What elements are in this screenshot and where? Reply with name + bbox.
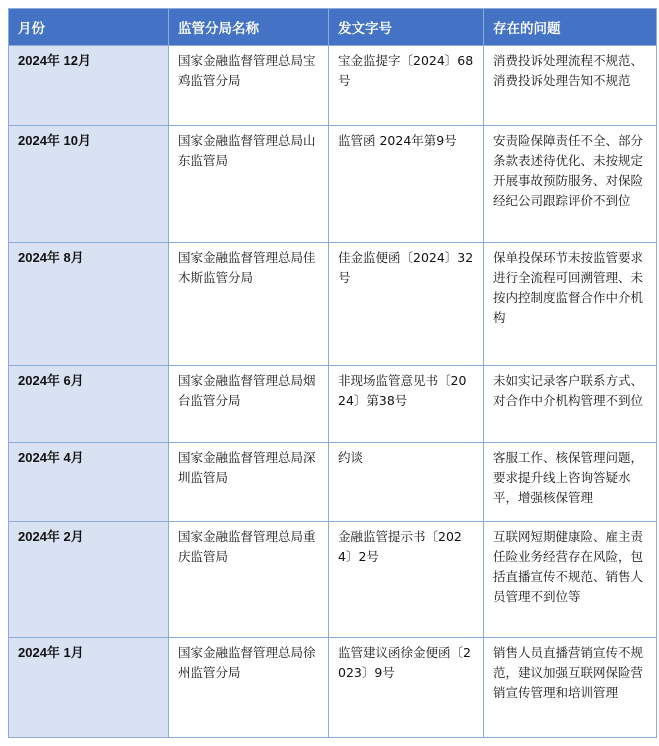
doc-no-cell: 宝金监提字〔2024〕68号 xyxy=(329,46,484,126)
month-cell: 2024年 8月 xyxy=(9,243,169,366)
regulator-cell: 国家金融监督管理总局深圳监管局 xyxy=(169,443,329,522)
table-row xyxy=(9,366,657,443)
month-cell: 2024年 10月 xyxy=(9,126,169,243)
table-row xyxy=(9,443,657,522)
regulator-cell: 国家金融监督管理总局宝鸡监管分局 xyxy=(169,46,329,126)
issues-cell: 消费投诉处理流程不规范、消费投诉处理告知不规范 xyxy=(484,46,657,126)
table-row xyxy=(9,243,657,366)
issues-cell: 安责险保障责任不全、部分条款表述待优化、未按规定开展事故预防服务、对保险经纪公司跟踪评价不到位 xyxy=(484,126,657,243)
doc-no-cell: 监管建议函徐金便函〔2023〕9号 xyxy=(329,638,484,738)
month-cell: 2024年 12月 xyxy=(9,46,169,126)
penalty-table-container xyxy=(8,8,657,738)
header-regulator: 监管分局名称 xyxy=(169,9,329,46)
doc-no-cell: 佳金监便函〔2024〕32号 xyxy=(329,243,484,366)
month-cell: 2024年 4月 xyxy=(9,443,169,522)
month-cell: 2024年 6月 xyxy=(9,366,169,443)
issues-cell: 互联网短期健康险、雇主责任险业务经营存在风险，包括直播宣传不规范、销售人员管理不到位等 xyxy=(484,522,657,638)
doc-no-cell: 非现场监管意见书〔2024〕第38号 xyxy=(329,366,484,443)
regulator-cell: 国家金融监督管理总局徐州监管分局 xyxy=(169,638,329,738)
header-doc-no: 发文字号 xyxy=(329,9,484,46)
header-row xyxy=(9,9,657,46)
issues-cell: 客服工作、核保管理问题，要求提升线上咨询答疑水平，增强核保管理 xyxy=(484,443,657,522)
table-header xyxy=(9,9,657,46)
header-issues: 存在的问题 xyxy=(484,9,657,46)
table-row xyxy=(9,522,657,638)
month-cell: 2024年 2月 xyxy=(9,522,169,638)
doc-no-cell: 约谈 xyxy=(329,443,484,522)
table-row xyxy=(9,46,657,126)
table-body xyxy=(9,46,657,738)
table-row xyxy=(9,638,657,738)
doc-no-cell: 监管函 2024年第9号 xyxy=(329,126,484,243)
doc-no-cell: 金融监管提示书〔2024〕2号 xyxy=(329,522,484,638)
regulator-cell: 国家金融监督管理总局烟台监管分局 xyxy=(169,366,329,443)
issues-cell: 保单投保环节未按监管要求进行全流程可回溯管理、未按内控制度监督合作中介机构 xyxy=(484,243,657,366)
month-cell: 2024年 1月 xyxy=(9,638,169,738)
regulator-cell: 国家金融监督管理总局山东监管局 xyxy=(169,126,329,243)
issues-cell: 未如实记录客户联系方式、对合作中介机构管理不到位 xyxy=(484,366,657,443)
regulatory-notices-table xyxy=(8,8,657,738)
regulator-cell: 国家金融监督管理总局佳木斯监管分局 xyxy=(169,243,329,366)
regulator-cell: 国家金融监督管理总局重庆监管局 xyxy=(169,522,329,638)
issues-cell: 销售人员直播营销宣传不规范，建议加强互联网保险营销宣传管理和培训管理 xyxy=(484,638,657,738)
table-row xyxy=(9,126,657,243)
header-month: 月份 xyxy=(9,9,169,46)
